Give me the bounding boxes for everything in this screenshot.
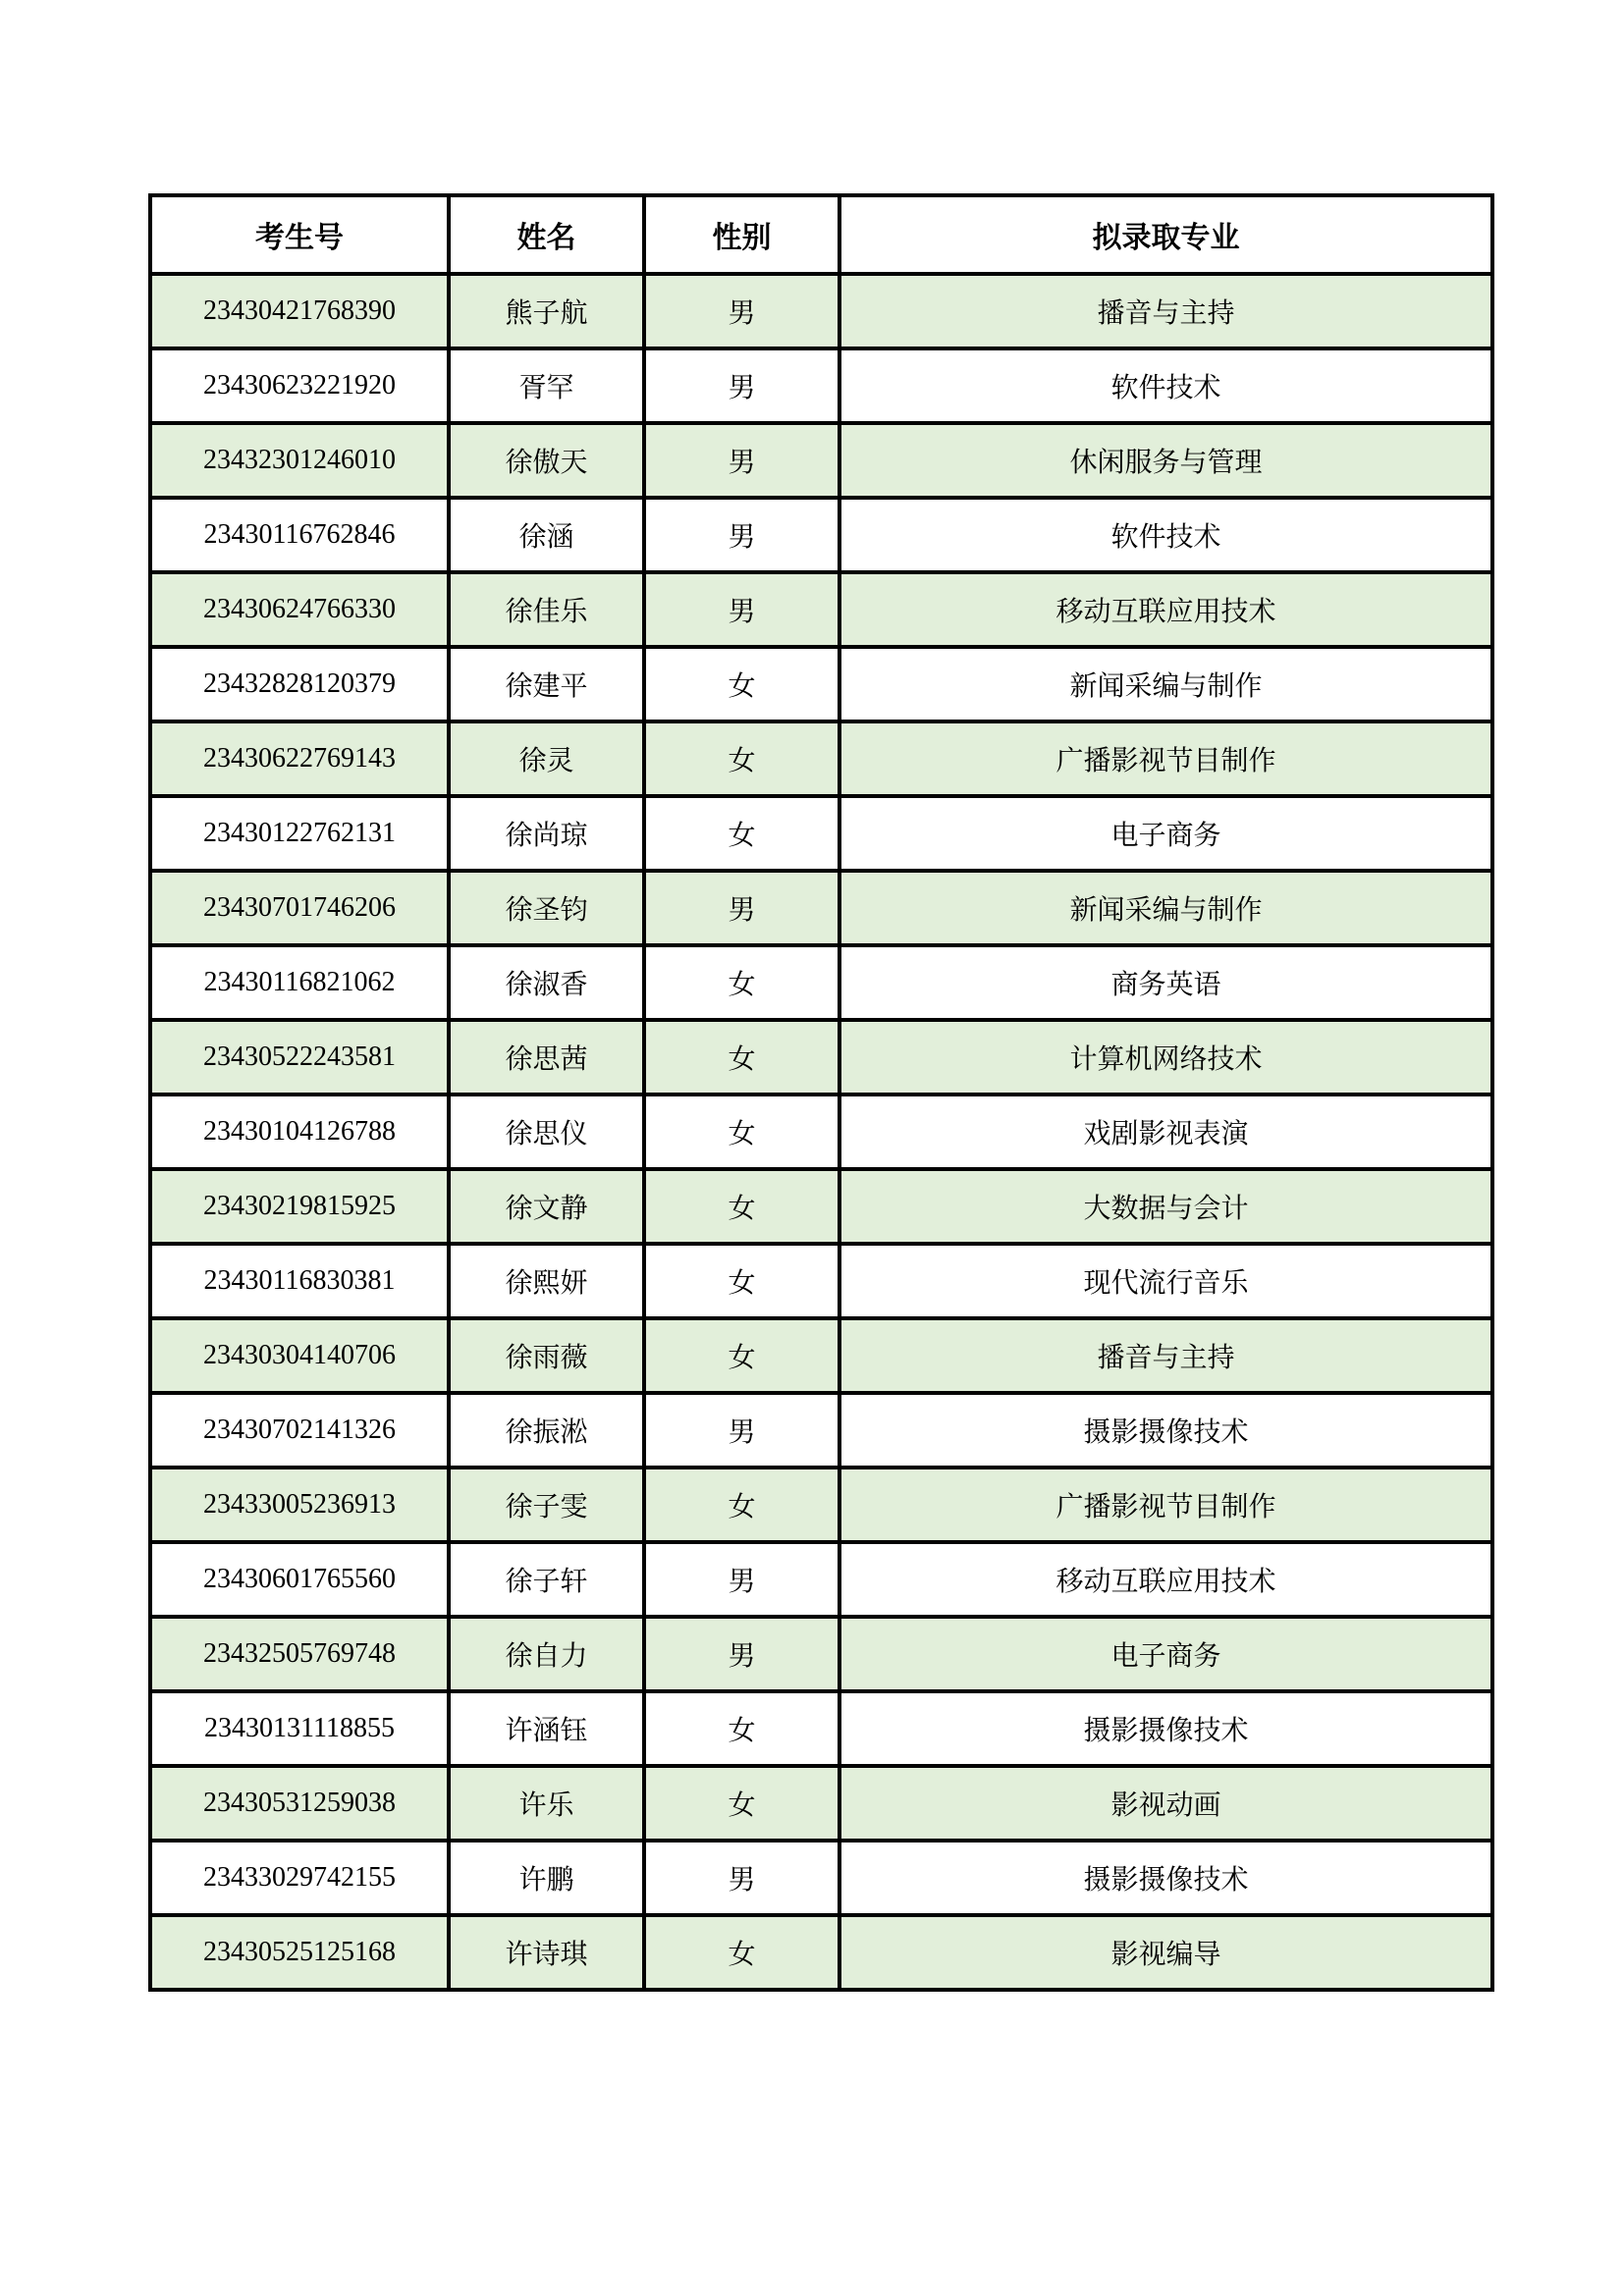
name-cell: 许涵钰 [449, 1691, 644, 1766]
major-cell: 播音与主持 [839, 274, 1492, 348]
table-row [150, 796, 1492, 871]
table-row [150, 1617, 1492, 1691]
table-row [150, 423, 1492, 498]
table-row [150, 1841, 1492, 1915]
candidate-id-cell: 23432505769748 [150, 1617, 449, 1691]
table-row [150, 1020, 1492, 1095]
name-cell: 徐涵 [449, 498, 644, 572]
name-cell: 徐圣钧 [449, 871, 644, 945]
candidate-id-cell: 23430702141326 [150, 1393, 449, 1468]
candidate-id-cell: 23430219815925 [150, 1169, 449, 1244]
table-row [150, 1393, 1492, 1468]
gender-cell: 男 [644, 871, 839, 945]
candidate-id-cell: 23430525125168 [150, 1915, 449, 1990]
major-cell: 电子商务 [839, 796, 1492, 871]
major-cell: 新闻采编与制作 [839, 871, 1492, 945]
name-cell: 徐佳乐 [449, 572, 644, 647]
gender-cell: 女 [644, 796, 839, 871]
name-cell: 徐淑香 [449, 945, 644, 1020]
table-row [150, 348, 1492, 423]
name-cell: 徐子轩 [449, 1542, 644, 1617]
table-row [150, 1542, 1492, 1617]
table-body [150, 274, 1492, 1990]
gender-cell: 男 [644, 1841, 839, 1915]
gender-cell: 女 [644, 1915, 839, 1990]
name-cell: 熊子航 [449, 274, 644, 348]
gender-cell: 女 [644, 1095, 839, 1169]
name-cell: 徐文静 [449, 1169, 644, 1244]
major-cell: 摄影摄像技术 [839, 1393, 1492, 1468]
major-cell: 影视动画 [839, 1766, 1492, 1841]
major-cell: 戏剧影视表演 [839, 1095, 1492, 1169]
gender-cell: 女 [644, 721, 839, 796]
gender-cell: 男 [644, 274, 839, 348]
table-row [150, 871, 1492, 945]
table-row [150, 1915, 1492, 1990]
major-cell: 广播影视节目制作 [839, 1468, 1492, 1542]
table-row [150, 498, 1492, 572]
candidate-id-cell: 23430624766330 [150, 572, 449, 647]
table-row [150, 647, 1492, 721]
major-cell: 软件技术 [839, 348, 1492, 423]
table-header [150, 195, 1492, 274]
name-cell: 徐尚琼 [449, 796, 644, 871]
major-cell: 大数据与会计 [839, 1169, 1492, 1244]
candidate-id-cell: 23433005236913 [150, 1468, 449, 1542]
name-cell: 许鹏 [449, 1841, 644, 1915]
gender-cell: 女 [644, 945, 839, 1020]
gender-cell: 男 [644, 1617, 839, 1691]
gender-cell: 男 [644, 498, 839, 572]
name-cell: 徐雨薇 [449, 1318, 644, 1393]
major-cell: 播音与主持 [839, 1318, 1492, 1393]
column-header-gender: 性别 [644, 195, 839, 274]
major-cell: 移动互联应用技术 [839, 1542, 1492, 1617]
candidate-id-cell: 23430304140706 [150, 1318, 449, 1393]
gender-cell: 男 [644, 1393, 839, 1468]
gender-cell: 男 [644, 423, 839, 498]
table-row [150, 1766, 1492, 1841]
name-cell: 徐思茜 [449, 1020, 644, 1095]
major-cell: 摄影摄像技术 [839, 1691, 1492, 1766]
table-row [150, 1169, 1492, 1244]
table-row [150, 274, 1492, 348]
candidate-id-cell: 23432828120379 [150, 647, 449, 721]
gender-cell: 女 [644, 1169, 839, 1244]
candidate-id-cell: 23430531259038 [150, 1766, 449, 1841]
candidate-id-cell: 23430701746206 [150, 871, 449, 945]
major-cell: 电子商务 [839, 1617, 1492, 1691]
candidate-id-cell: 23430421768390 [150, 274, 449, 348]
gender-cell: 女 [644, 1766, 839, 1841]
gender-cell: 女 [644, 647, 839, 721]
name-cell: 许诗琪 [449, 1915, 644, 1990]
name-cell: 徐灵 [449, 721, 644, 796]
major-cell: 休闲服务与管理 [839, 423, 1492, 498]
major-cell: 影视编导 [839, 1915, 1492, 1990]
gender-cell: 女 [644, 1020, 839, 1095]
table-row [150, 721, 1492, 796]
table-row [150, 1691, 1492, 1766]
major-cell: 广播影视节目制作 [839, 721, 1492, 796]
table-row [150, 1318, 1492, 1393]
header-row [150, 195, 1492, 274]
name-cell: 徐熙妍 [449, 1244, 644, 1318]
candidate-id-cell: 23430116830381 [150, 1244, 449, 1318]
candidate-id-cell: 23430116762846 [150, 498, 449, 572]
table-row [150, 945, 1492, 1020]
candidate-id-cell: 23430104126788 [150, 1095, 449, 1169]
name-cell: 许乐 [449, 1766, 644, 1841]
column-header-major: 拟录取专业 [839, 195, 1492, 274]
major-cell: 商务英语 [839, 945, 1492, 1020]
gender-cell: 女 [644, 1468, 839, 1542]
major-cell: 新闻采编与制作 [839, 647, 1492, 721]
name-cell: 徐傲天 [449, 423, 644, 498]
table-row [150, 1095, 1492, 1169]
name-cell: 徐思仪 [449, 1095, 644, 1169]
column-header-candidate-id: 考生号 [150, 195, 449, 274]
name-cell: 徐建平 [449, 647, 644, 721]
name-cell: 徐自力 [449, 1617, 644, 1691]
column-header-name: 姓名 [449, 195, 644, 274]
name-cell: 胥罕 [449, 348, 644, 423]
table-row [150, 1468, 1492, 1542]
candidate-id-cell: 23430131118855 [150, 1691, 449, 1766]
name-cell: 徐子雯 [449, 1468, 644, 1542]
table-row [150, 1244, 1492, 1318]
candidate-id-cell: 23430522243581 [150, 1020, 449, 1095]
table-row [150, 572, 1492, 647]
gender-cell: 男 [644, 1542, 839, 1617]
gender-cell: 女 [644, 1691, 839, 1766]
gender-cell: 男 [644, 348, 839, 423]
candidate-id-cell: 23432301246010 [150, 423, 449, 498]
name-cell: 徐振淞 [449, 1393, 644, 1468]
major-cell: 移动互联应用技术 [839, 572, 1492, 647]
candidate-id-cell: 23430623221920 [150, 348, 449, 423]
candidate-id-cell: 23430601765560 [150, 1542, 449, 1617]
gender-cell: 男 [644, 572, 839, 647]
major-cell: 计算机网络技术 [839, 1020, 1492, 1095]
major-cell: 摄影摄像技术 [839, 1841, 1492, 1915]
candidate-id-cell: 23430116821062 [150, 945, 449, 1020]
gender-cell: 女 [644, 1318, 839, 1393]
admission-roster-table [148, 193, 1494, 1992]
major-cell: 现代流行音乐 [839, 1244, 1492, 1318]
candidate-id-cell: 23433029742155 [150, 1841, 449, 1915]
gender-cell: 女 [644, 1244, 839, 1318]
major-cell: 软件技术 [839, 498, 1492, 572]
candidate-id-cell: 23430622769143 [150, 721, 449, 796]
candidate-id-cell: 23430122762131 [150, 796, 449, 871]
